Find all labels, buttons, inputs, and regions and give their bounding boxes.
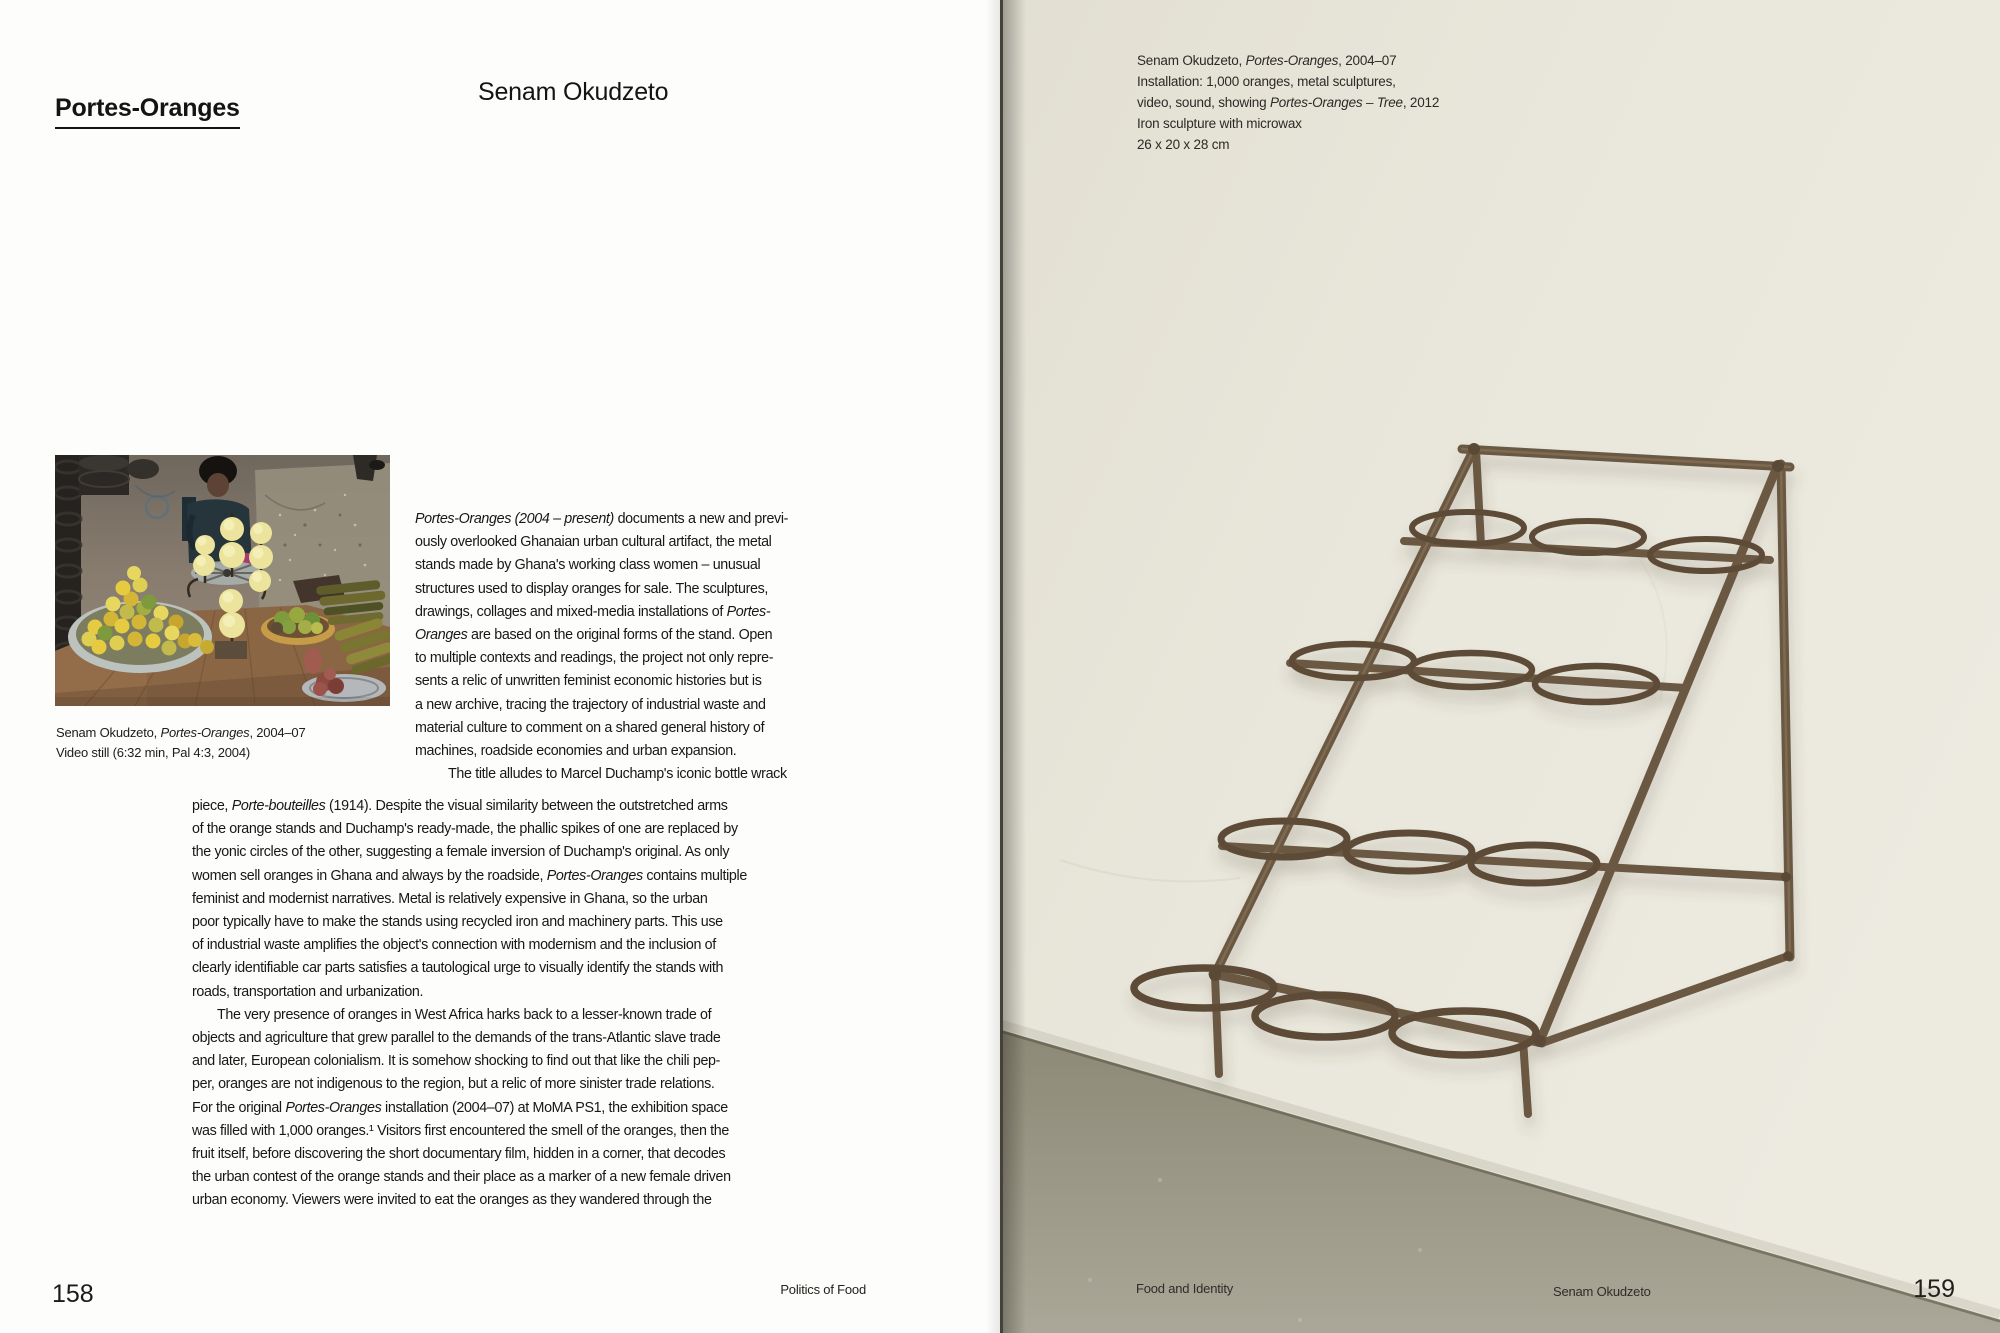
right-page	[1000, 0, 2000, 1333]
text-line: objects and agriculture that grew parallel to the demands of the trans-Atlantic slave trade	[192, 1030, 721, 1047]
text-line: to multiple contexts and readings, the project not only repre-	[415, 650, 774, 667]
gutter-shadow	[1000, 0, 1026, 1333]
text-line: The very presence of oranges in West Africa harks back to a lesser-known trade of	[217, 1006, 712, 1023]
sculpture-front-right-leg	[1523, 1040, 1528, 1114]
text-line: The title alludes to Marcel Duchamp's iconic bottle wrack	[448, 766, 787, 783]
text-line: For the original Portes-Oranges installation (2004–07) at MoMA PS1, the exhibition space	[192, 1099, 728, 1116]
text-line: Senam Okudzeto, Portes-Oranges, 2004–07	[1137, 53, 1397, 68]
text-line: piece, Porte-bouteilles (1914). Despite the visual similarity between the outstretched arms	[192, 798, 728, 814]
text-line: ously overlooked Ghanaian urban cultural artifact, the metal	[415, 534, 772, 551]
sculpture-front-left-leg	[1215, 976, 1219, 1074]
text-line: fruit itself, before discovering the short documentary film, hidden in a corner, that decodes	[192, 1146, 726, 1163]
photo-vignette	[55, 697, 390, 706]
market-photo-art	[55, 455, 390, 706]
sculpture-photo	[1000, 0, 2000, 1333]
text-line: a new archive, tracing the trajectory of industrial waste and	[415, 696, 766, 713]
running-footer-section: Politics of Food	[780, 1282, 866, 1297]
page-title-text: Portes-Oranges	[55, 94, 240, 129]
sculpture-caption	[1137, 50, 1439, 155]
body-column-narrow	[415, 508, 855, 786]
text-line: and later, European colonialism. It is somehow shocking to find out that like the chili pep-	[192, 1053, 721, 1070]
market-video-still	[55, 455, 390, 706]
text-line: Oranges are based on the original forms of the stand. Open	[415, 627, 773, 644]
text-line: per, oranges are not indigenous to the region, but a relic of more sinister trade relations.	[192, 1076, 715, 1093]
text-line: clearly identifiable car parts satisfies a tautological urge to visually identify the stands with	[192, 960, 724, 977]
text-line: feminist and modernist narratives. Metal is relatively expensive in Ghana, so the urban	[192, 890, 708, 907]
text-line: Video still (6:32 min, Pal 4:3, 2004)	[56, 745, 250, 760]
text-line: Portes-Oranges (2004 – present) documents a new and previ-	[415, 511, 789, 527]
text-line: urban economy. Viewers were invited to eat the oranges as they wandered through the	[192, 1192, 712, 1209]
text-line: women sell oranges in Ghana and always by the roadside, Portes-Oranges contains multiple	[192, 867, 747, 884]
market-photo-caption	[56, 723, 306, 763]
text-line: the yonic circles of the other, suggesting a female inversion of Duchamp's original. As only	[192, 844, 730, 861]
text-line: Iron sculpture with microwax	[1137, 116, 1302, 131]
text-line: material culture to comment on a shared general history of	[415, 719, 765, 736]
text-line: Installation: 1,000 oranges, metal sculptures,	[1137, 74, 1396, 89]
text-line: Senam Okudzeto, Portes-Oranges, 2004–07	[56, 725, 306, 740]
text-line: machines, roadside economies and urban expansion.	[415, 743, 737, 760]
page-number-right: 159	[1913, 1275, 1955, 1303]
text-line: 26 x 20 x 28 cm	[1137, 137, 1230, 152]
text-line: of the orange stands and Duchamp's ready-made, the phallic spikes of one are replaced by	[192, 821, 738, 838]
body-column-wide	[192, 795, 860, 1213]
text-line: video, sound, showing Portes-Oranges – Tree, 2012	[1137, 95, 1440, 110]
text-line: roads, transportation and urbanization.	[192, 983, 424, 1000]
running-footer-artist: Senam Okudzeto	[1553, 1284, 1651, 1299]
text-line: the urban contest of the orange stands and their place as a marker of a new female driven	[192, 1169, 731, 1186]
page-number-left: 158	[52, 1280, 94, 1308]
text-line: drawings, collages and mixed-media installations of Portes-	[415, 603, 771, 620]
text-line: was filled with 1,000 oranges.¹ Visitors first encountered the smell of the oranges, then the	[192, 1122, 729, 1139]
text-line: sents a relic of unwritten feminist economic histories but is	[415, 673, 762, 690]
text-line: poor typically have to make the stands using recycled iron and machinery parts. This use	[192, 914, 723, 931]
running-footer-chapter: Food and Identity	[1136, 1281, 1234, 1296]
text-line: structures used to display oranges for sale. The sculptures,	[415, 580, 769, 597]
text-line: stands made by Ghana's working class women – unusual	[415, 557, 761, 574]
author-name: Senam Okudzeto	[478, 78, 669, 106]
page-title	[55, 95, 240, 123]
text-line: of industrial waste amplifies the object's connection with modernism and the inclusion of	[192, 937, 716, 954]
gutter-line	[1000, 0, 1003, 1333]
